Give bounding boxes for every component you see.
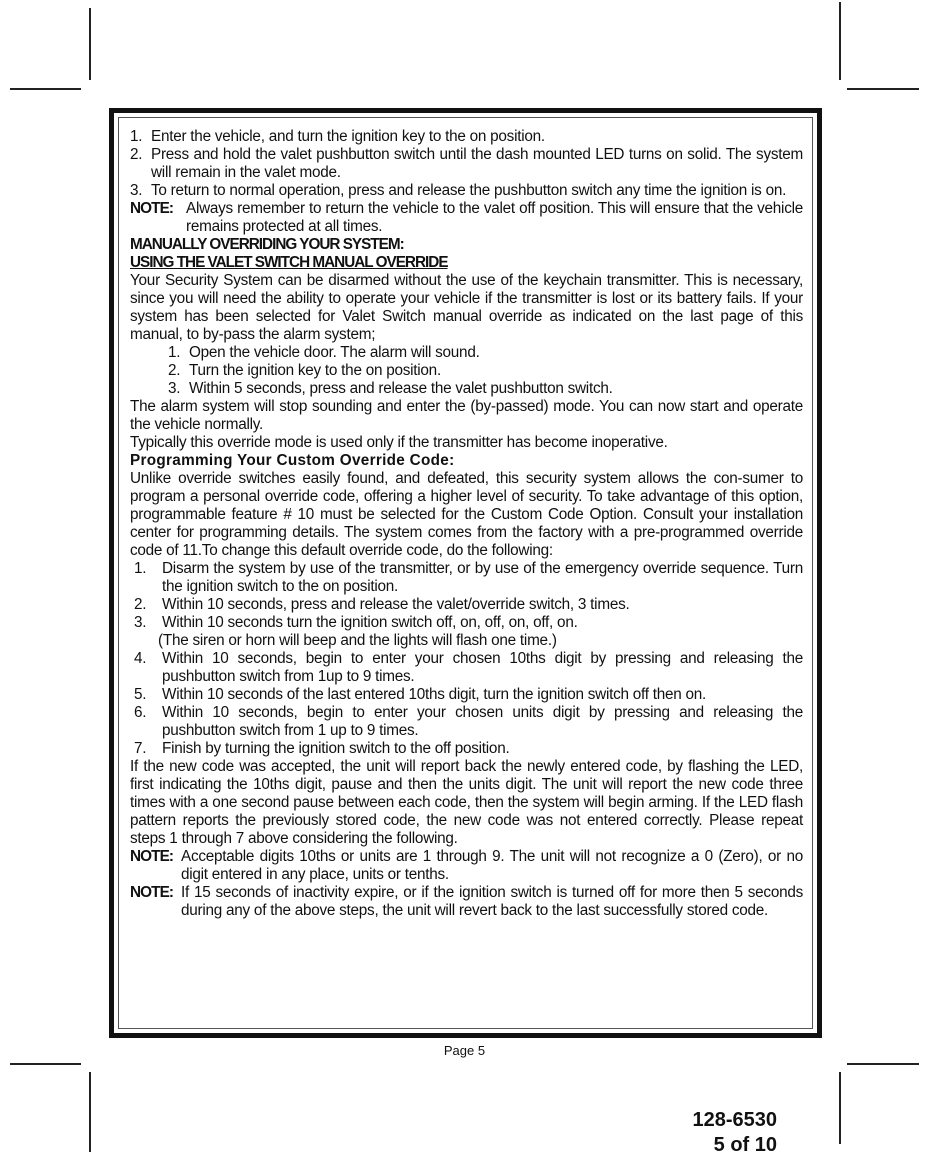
list-item <box>130 596 803 614</box>
paragraph-typically: Typically this override mode is used only if the transmitter has become inoperative. <box>130 434 668 451</box>
list-item <box>130 704 803 740</box>
page-number: Page 5 <box>443 1043 486 1058</box>
list-text: Within 5 seconds, press and release the valet pushbutton switch. <box>189 380 613 397</box>
list-number: 4. <box>134 650 147 667</box>
crop-mark-top-right-horizontal <box>847 88 919 90</box>
list-item <box>130 650 803 686</box>
list-number: 3. <box>168 380 181 397</box>
list-number: 3. <box>134 614 147 631</box>
note-text: Acceptable digits 10ths or units are 1 through 9. The unit will not recognize a 0 (Zero), or no digit entered in any place, units or tenths. <box>181 848 803 883</box>
list-text: Enter the vehicle, and turn the ignition key to the on position. <box>151 128 545 145</box>
crop-mark-bottom-left-vertical <box>89 1072 91 1152</box>
list-item <box>130 686 803 704</box>
list-text: Within 10 seconds, begin to enter your chosen units digit by pressing and releasing the pushbutton switch from 1 up to 9 times. <box>162 704 803 739</box>
list-text: Within 10 seconds, press and release the valet/override switch, 3 times. <box>162 596 630 613</box>
list-number: 7. <box>134 740 147 757</box>
list-text: Finish by turning the ignition switch to the off position. <box>162 740 510 757</box>
list-text: Within 10 seconds, begin to enter your chosen 10ths digit by pressing and releasing the pushbutton switch from 1up to 9 times. <box>162 650 803 685</box>
note-text: Always remember to return the vehicle to the valet off position. This will ensure that the vehicle remains protected at all times. <box>186 200 803 235</box>
sheet-count: 5 of 10 <box>713 1134 777 1156</box>
paragraph-override: Your Security System can be disarmed without the use of the keychain transmitter. This is necessary, since you will need the ability to operate your vehicle if the transmitter is lost or its battery fails. If your system has been selected for Valet Switch manual override as indicated on the last page of this manual, to by-pass the alarm system; <box>130 272 803 343</box>
section-heading-programming: Programming Your Custom Override Code: <box>130 452 455 469</box>
document-id <box>692 1108 777 1158</box>
list-number: 2. <box>168 362 181 379</box>
list-item <box>168 362 803 380</box>
list-text: Turn the ignition key to the on position. <box>189 362 441 379</box>
list-text: Disarm the system by use of the transmitter, or by use of the emergency override sequence. Turn the ignition switch to the on position. <box>162 560 803 595</box>
crop-mark-top-right-vertical <box>839 2 841 80</box>
step3-note: (The siren or horn will beep and the lights will flash one time.) <box>158 632 557 649</box>
note-label: NOTE: <box>130 884 174 901</box>
list-number: 6. <box>134 704 147 721</box>
page-frame-inner <box>118 117 813 1029</box>
paragraph-accepted: If the new code was accepted, the unit will report back the newly entered code, by flashing the LED, first indicating the 10ths digit, pause and then the units digit. The unit will report the new code three times with a one second pause between each code, then the system will begin arming. If the LED flash pattern reports the previously stored code, the new code was not entered correctly. Please repeat steps 1 through 7 above considering the following. <box>130 758 803 847</box>
list-text: Open the vehicle door. The alarm will sound. <box>189 344 480 361</box>
list-text: To return to normal operation, press and release the pushbutton switch any time the ignition is on. <box>151 182 787 199</box>
crop-mark-top-left-vertical <box>89 8 91 80</box>
list-text: Within 10 seconds turn the ignition switch off, on, off, on, off, on. <box>162 614 578 631</box>
paragraph-bypass: The alarm system will stop sounding and enter the (by-passed) mode. You can now start and operate the vehicle normally. <box>130 398 803 433</box>
section-heading-valet-switch: USING THE VALET SWITCH MANUAL OVERRIDE <box>130 254 448 271</box>
list-item <box>130 740 803 758</box>
note-inactivity <box>130 884 803 920</box>
paragraph-programming: Unlike override switches easily found, and defeated, this security system allows the con-sumer to program a personal override code, offering a higher level of security. To take advantage of this option, programmable feature # 10 must be selected for the Custom Code Option. Consult your installation center for programming details. The system comes from the factory with a pre-programmed override code of 11.To change this default override code, do the following: <box>130 470 803 559</box>
list-item <box>130 128 803 146</box>
note-valet-off <box>130 200 803 236</box>
note-label: NOTE: <box>130 200 174 217</box>
list-number: 1. <box>168 344 181 361</box>
list-item <box>130 146 803 182</box>
note-label: NOTE: <box>130 848 174 865</box>
crop-mark-top-left-horizontal <box>10 88 81 90</box>
note-text: If 15 seconds of inactivity expire, or if the ignition switch is turned off for more then 5 seconds during any of the above steps, the unit will revert back to the last successfully stored code. <box>181 884 803 919</box>
page-content <box>130 128 803 920</box>
list-number: 2. <box>134 596 147 613</box>
crop-mark-bottom-right-horizontal <box>847 1063 919 1065</box>
note-acceptable-digits <box>130 848 803 884</box>
list-number: 2. <box>130 146 143 163</box>
page-frame <box>109 108 822 1038</box>
list-item <box>130 560 803 596</box>
list-item <box>168 344 803 362</box>
list-number: 3. <box>130 182 143 199</box>
section-heading-manual-override: MANUALLY OVERRIDING YOUR SYSTEM: <box>130 236 404 253</box>
crop-mark-bottom-left-horizontal <box>10 1063 81 1065</box>
list-item <box>168 380 803 398</box>
doc-number: 128-6530 <box>692 1109 777 1131</box>
list-text: Press and hold the valet pushbutton switch until the dash mounted LED turns on solid. The system will remain in the valet mode. <box>151 146 803 181</box>
crop-mark-bottom-right-vertical <box>839 1072 841 1144</box>
list-number: 5. <box>134 686 147 703</box>
list-item <box>130 614 803 632</box>
list-number: 1. <box>134 560 147 577</box>
list-text: Within 10 seconds of the last entered 10ths digit, turn the ignition switch off then on. <box>162 686 707 703</box>
list-item <box>130 182 803 200</box>
list-number: 1. <box>130 128 143 145</box>
